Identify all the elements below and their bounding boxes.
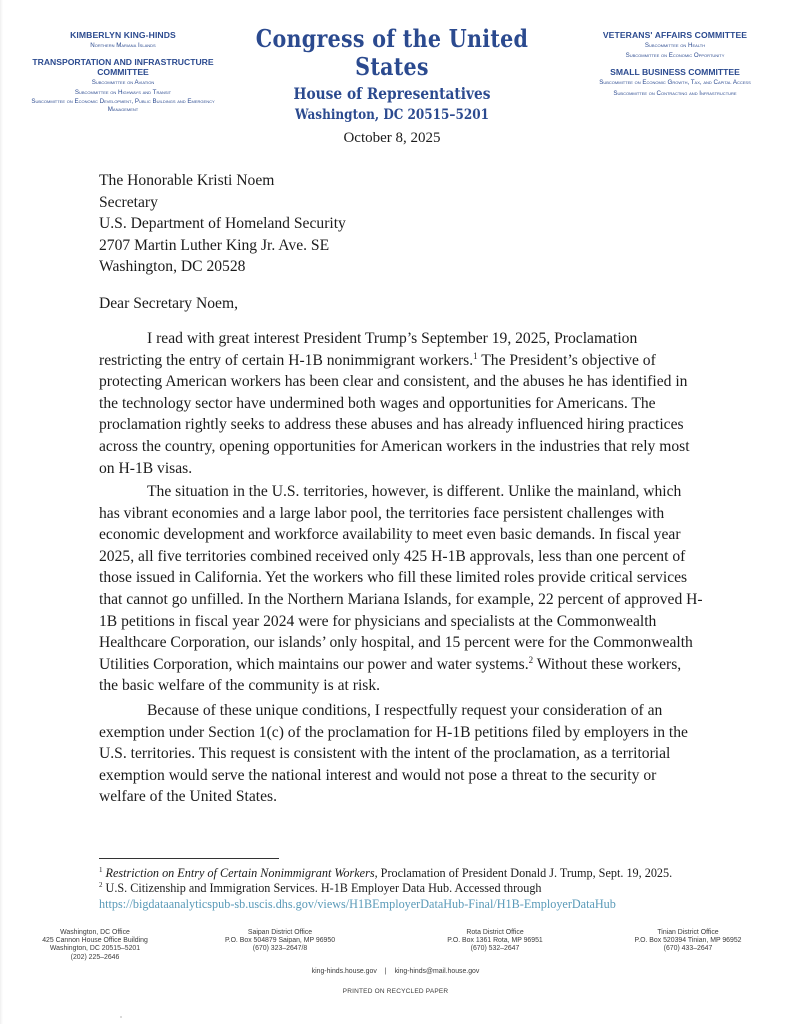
office-name: Rota District Office	[466, 929, 524, 936]
footnote-2	[99, 881, 703, 912]
contact-separator: |	[384, 968, 387, 975]
footnote-title: Restriction on Entry of Certain Nonimmigrant Workers	[105, 866, 375, 880]
subcommittee: Subcommittee on Contracting and Infrastructure	[613, 89, 737, 97]
office-line: P.O. Box 1361 Rota, MP 96951	[447, 937, 543, 945]
recipient-line: U.S. Department of Homeland Security	[99, 215, 346, 232]
chamber-name: House of Representatives	[293, 84, 491, 103]
body-paragraph	[99, 328, 703, 479]
body-paragraph: Because of these unique conditions, I respectfully request your consideration of an exemption under Section 1(c) of the proclamation for H-1B petitions filed by employers in the U.S. territories. This request is consistent with the intent of the proclamation, as a territorial exemption would serve the national interest and would not pose a threat to the security or welfare of the United States.	[99, 702, 688, 806]
member-name: KIMBERLYN KING-HINDS	[70, 30, 176, 40]
office-tinian	[608, 929, 768, 954]
subcommittee: Subcommittee on Economic Growth, Tax, and Capital Access	[599, 78, 751, 86]
footnote-ref: 1	[473, 350, 478, 361]
recipient-line: 2707 Martin Luther King Jr. Ave. SE	[99, 236, 330, 254]
footnote-1	[99, 866, 703, 881]
member-district: Northern Mariana Islands	[90, 42, 156, 49]
committee-name: TRANSPORTATION AND INFRASTRUCTURE COMMITTEE	[32, 57, 214, 77]
subcommittee: Subcommittee on Health	[644, 42, 706, 49]
scan-edge	[0, 0, 3, 1024]
footnote-text: U.S. Citizenship and Immigration Services. H-1B Employer Data Hub. Accessed through	[105, 881, 542, 896]
recipient-address	[99, 170, 346, 278]
body-paragraph	[99, 481, 703, 697]
letterhead-center	[222, 25, 562, 125]
subcommittee: Subcommittee on Economic Opportunity	[625, 51, 725, 59]
salutation: Dear Secretary Noem,	[99, 295, 238, 312]
recipient-line: The Honorable Kristi Noem	[99, 172, 275, 189]
committee-name: VETERANS' AFFAIRS COMMITTEE	[602, 30, 748, 40]
paragraph-text: I read with great interest President Trump’s September 19, 2025, Proclamation restricting the entry of certain H-1B nonimmigrant workers.	[99, 330, 638, 369]
footnote-link[interactable]: https://bigdataanalyticspub-sb.uscis.dhs.gov/views/H1BEmployerDataHub-Final/H1B-EmployerDataHub	[99, 896, 616, 911]
recipient-line: Secretary	[99, 193, 158, 211]
footnote-number: 2	[99, 881, 103, 890]
letterhead-right	[575, 30, 775, 99]
footnote-ref: 2	[528, 654, 534, 665]
chamber-address: Washington, DC 20515–5201	[295, 107, 489, 123]
website-link[interactable]: king-hinds.house.gov	[311, 968, 377, 975]
footnote-number: 1	[99, 865, 103, 874]
committee-name: SMALL BUSINESS COMMITTEE	[610, 66, 740, 77]
letter-date: October 8, 2025	[343, 130, 441, 146]
congress-title: Congress of the United States	[255, 24, 529, 81]
scan-speck	[120, 1016, 122, 1018]
office-line: (670) 433–2647	[663, 945, 713, 953]
office-name: Tinian District Office	[657, 929, 719, 936]
footnote-text: , Proclamation of President Donald J. Trump, Sept. 19, 2025.	[374, 866, 673, 880]
office-name: Washington, DC Office	[60, 929, 130, 936]
office-line: P.O. Box 520394 Tinian, MP 96952	[634, 937, 742, 945]
office-rota	[420, 929, 570, 954]
office-line: P.O. Box 504879 Saipan, MP 96950	[224, 937, 336, 945]
footnote-divider	[99, 858, 279, 859]
subcommittee: Subcommittee on Economic Development, Public Buildings and Emergency Management	[31, 98, 215, 113]
printed-note: PRINTED ON RECYCLED PAPER	[342, 988, 449, 995]
paragraph-text: The situation in the U.S. territories, however, is different. Unlike the mainland, which has vibrant economies and a large labor pool, the territories face persistent challenges with economic development and workforce availability to meet even basic demands. In fiscal year 2025, all five territories combined received only 425 H-1B approvals, less than one percent of those issued in California. Yet the workers who fill these limited roles provide critical services that cannot go unfilled. In the Northern Mariana Islands, for example, 22 percent of approved H-1B petitions in fiscal year 2024 were for physicians and specialists at the Commonwealth Healthcare Corporation, our islands’ only hospital, and 15 percent were for the Commonwealth Utilities Corporation, which maintains our power and water systems.	[99, 483, 703, 673]
office-name: Saipan District Office	[247, 929, 313, 936]
office-washington	[20, 929, 170, 962]
paragraph-text: The President’s objective of protecting American workers has been clear and consistent, and the abuses he has identified in the technology sector have undermined both wages and opportunities for Americans. The proclamation rightly seeks to address these abuses and has already influenced hiring practices across the country, opening opportunities for American workers in the industries that rely most on H-1B visas.	[99, 351, 690, 477]
office-line: (670) 323–2647/8	[252, 945, 308, 953]
subcommittee: Subcommittee on Highways and Transit	[74, 88, 172, 96]
letterhead-left	[18, 30, 228, 116]
footnotes	[99, 866, 703, 912]
office-line: (670) 532–2647	[470, 945, 520, 953]
office-line: Washington, DC 20515–5201	[49, 945, 141, 953]
subcommittee: Subcommittee on Aviation	[91, 79, 155, 86]
contact-line	[0, 968, 791, 975]
recipient-line: Washington, DC 20528	[99, 258, 246, 275]
office-line: 425 Cannon House Office Building	[42, 937, 148, 945]
paragraph-text: Without these workers, the basic welfare of the community is at risk.	[99, 655, 682, 695]
office-saipan	[205, 929, 355, 954]
email-link[interactable]: king-hinds@mail.house.gov	[394, 968, 480, 975]
office-line: (202) 225–2646	[70, 953, 120, 961]
